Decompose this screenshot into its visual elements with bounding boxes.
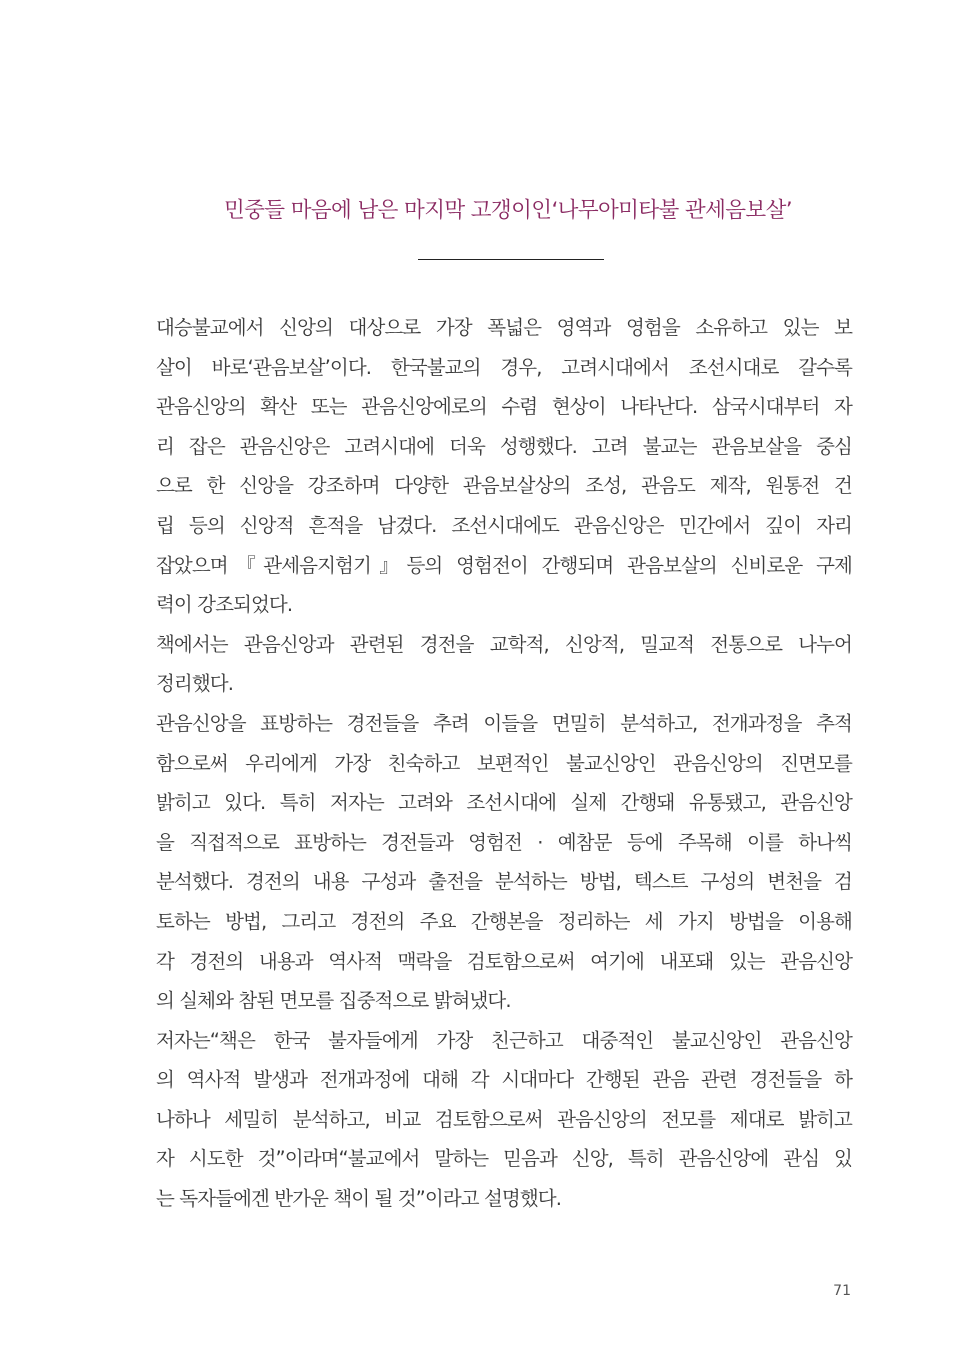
text-line: 대승불교에서 신앙의 대상으로 가장 폭넓은 영역과 영험을 소유하고 있는 보 [156,316,852,339]
text-line: 의 역사적 발생과 전개과정에 대해 각 시대마다 간행된 관음 관련 경전들을 하 [156,1068,852,1092]
text-line: 잡았으며『관세음지험기』등의 영험전이 간행되며 관음보살의 신비로운 구제 [156,553,852,577]
text-line: 는 독자들에겐 반가운 책이 될 것”이라고 설명했다. [156,1187,562,1211]
text-line: 관음신앙을 표방하는 경전들을 추려 이들을 면밀히 분석하고, 전개과정을 추적 [156,711,852,735]
text-line: 살이 바로‘관음보살’이다. 한국불교의 경우, 고려시대에서 조선시대로 갈수록 [156,355,852,379]
text-line: 자 시도한 것”이라며“불교에서 말하는 믿음과 신앙, 특히 관음신앙에 관심 있 [156,1147,852,1171]
section-subtitle: 민중들 마음에 남은 마지막 고갱이인‘나무아미타불 관세음보살’ [223,198,793,223]
text-line: 립 등의 신앙적 흔적을 남겼다. 조선시대에도 관음신앙은 민간에서 깊이 자리 [156,513,852,537]
text-line: 정리했다. [156,672,234,696]
subtitle-divider [418,259,604,260]
text-line: 력이 강조되었다. [156,593,293,617]
text-line: 관음신앙의 확산 또는 관음신앙에로의 수렴 현상이 나타난다. 삼국시대부터 자 [156,395,852,419]
text-line: 의 실체와 참된 면모를 집중적으로 밝혀냈다. [156,989,511,1013]
body-text [156,308,852,1219]
text-line: 밝히고 있다. 특히 저자는 고려와 조선시대에 실제 간행돼 유통됐고, 관음신앙 [156,791,852,815]
text-line: 분석했다. 경전의 내용 구성과 출전을 분석하는 방법, 텍스트 구성의 변천을 검 [156,870,852,894]
text-line: 함으로써 우리에게 가장 친숙하고 보편적인 불교신앙인 관음신앙의 진면모를 [156,751,852,775]
text-line: 리 잡은 관음신앙은 고려시대에 더욱 성행했다. 고려 불교는 관음보살을 중심 [156,434,852,458]
text-line: 각 경전의 내용과 역사적 맥락을 검토함으로써 여기에 내포돼 있는 관음신앙 [156,949,852,973]
text-line: 나하나 세밀히 분석하고, 비교 검토함으로써 관음신앙의 전모를 제대로 밝히고 [156,1107,852,1131]
text-line: 토하는 방법, 그리고 경전의 주요 간행본을 정리하는 세 가지 방법을 이용해 [156,909,852,933]
text-line: 을 직접적으로 표방하는 경전들과 영험전 · 예참문 등에 주목해 이를 하나씩 [156,830,852,854]
text-line: 으로 한 신앙을 강조하며 다양한 관음보살상의 조성, 관음도 제작, 원통전 건 [156,474,852,498]
text-line: 책에서는 관음신앙과 관련된 경전을 교학적, 신앙적, 밀교적 전통으로 나누어 [156,632,852,656]
page-number: 71 [833,1283,851,1299]
text-line: 저자는“책은 한국 불자들에게 가장 친근하고 대중적인 불교신앙인 관음신앙 [156,1028,852,1052]
